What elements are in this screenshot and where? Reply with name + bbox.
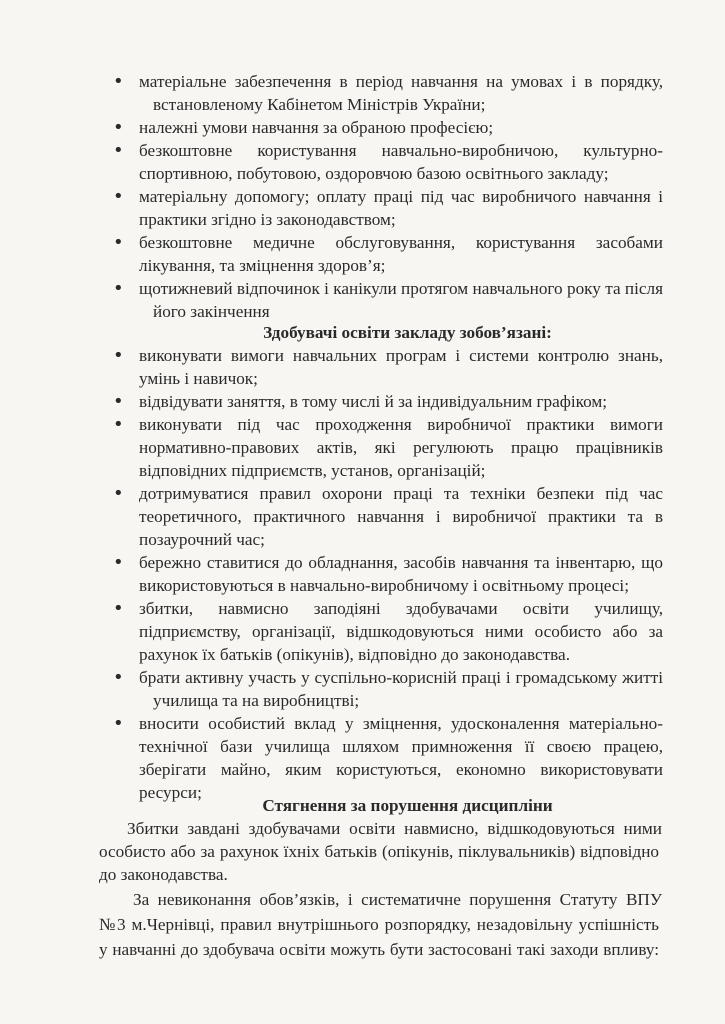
item-text-line: відповідних підприємств, установ, організацій; [139, 461, 486, 480]
bullet-icon: • [113, 713, 124, 734]
item-text-line: щотижневий відпочинок і канікули протягом навчального року та після [139, 279, 663, 298]
item-text-line: виконувати вимоги навчальних програм і системи контролю знань, [139, 346, 663, 365]
item-text-line: дотримуватися правил охорони праці та техніки безпеки під час [139, 484, 663, 503]
item-text-line: бережно ставитися до обладнання, засобів навчання та інвентарю, що [139, 553, 663, 572]
item-text-line: нормативно-правових актів, які регулюють працю працівників [139, 438, 663, 457]
item-text-line: використовуються в навчально-виробничому і освітньому процесі; [139, 576, 629, 595]
bullet-icon: • [113, 140, 124, 161]
item-text-line: безкоштовне медичне обслуговування, користування засобами [139, 233, 663, 252]
item-text-line: вносити особистий вклад у зміцнення, удосконалення матеріально- [139, 714, 663, 733]
paragraph-line: у навчанні до здобувача освіти можуть бути застосовані такі заходи впливу: [99, 940, 659, 959]
paragraph-line: до законодавства. [99, 865, 228, 884]
section-heading: Стягнення за порушення дисципліни [262, 796, 553, 815]
bullet-icon: • [113, 667, 124, 688]
item-text-line: встановленому Кабінетом Міністрів України; [153, 95, 486, 114]
item-text-line: виконувати під час проходження виробничої практики вимоги [139, 415, 663, 434]
paragraph-line: За невиконання обов’язків, і систематичне порушення Статуту ВПУ [133, 890, 662, 909]
bullet-icon: • [113, 117, 124, 138]
paragraph-line: Збитки завдані здобувачами освіти навмисно, відшкодовуються ними [127, 819, 662, 838]
item-text-line: матеріальну допомогу; оплату праці під час виробничого навчання і [139, 187, 663, 206]
bullet-icon: • [113, 232, 124, 253]
item-text-line: підприємству, організації, відшкодовуються ними особисто або за [139, 622, 663, 641]
item-text-line: безкоштовне користування навчально-виробничою, культурно- [139, 141, 663, 160]
item-text-line: брати активну участь у суспільно-корисній праці і громадському житті [139, 668, 663, 687]
bullet-icon: • [113, 186, 124, 207]
item-text-line: училища та на виробництві; [153, 691, 360, 710]
item-text-line: належні умови навчання за обраною професією; [139, 118, 494, 137]
item-text-line: позаурочний час; [139, 530, 265, 549]
item-text-line: його закінчення [153, 302, 270, 321]
item-text-line: спортивною, побутовою, оздоровчою базою освітнього закладу; [139, 164, 609, 183]
item-text-line: відвідувати заняття, в тому числі й за індивідуальним графіком; [139, 392, 608, 411]
paragraph-line: особисто або за рахунок їхніх батьків (опікунів, піклувальників) відповідно [99, 842, 659, 861]
section-heading: Здобувачі освіти закладу зобов’язані: [263, 323, 552, 342]
item-text-line: технічної бази училища шляхом примноження її своєю працею, [139, 737, 663, 756]
bullet-icon: • [113, 345, 124, 366]
bullet-icon: • [113, 552, 124, 573]
bullet-icon: • [113, 278, 124, 299]
bullet-icon: • [113, 414, 124, 435]
paragraph-line: №3 м.Чернівці, правил внутрішнього розпорядку, незадовільну успішність [99, 915, 659, 934]
item-text-line: збитки, навмисно заподіяні здобувачами освіти училищу, [139, 599, 663, 618]
item-text-line: лікування, та зміцнення здоров’я; [139, 256, 386, 275]
bullet-icon: • [113, 598, 124, 619]
item-text-line: ресурси; [139, 783, 202, 802]
bullet-icon: • [113, 391, 124, 412]
item-text-line: зберігати майно, яким користуються, економно використовувати [139, 760, 663, 779]
bullet-icon: • [113, 71, 124, 92]
bullet-icon: • [113, 483, 124, 504]
item-text-line: рахунок їх батьків (опікунів), відповідно до законодавства. [139, 645, 570, 664]
item-text-line: матеріальне забезпечення в період навчання на умовах і в порядку, [139, 72, 663, 91]
item-text-line: теоретичного, практичного навчання і виробничої практики та в [139, 507, 663, 526]
item-text-line: практики згідно із законодавством; [139, 210, 396, 229]
item-text-line: умінь і навичок; [139, 369, 258, 388]
